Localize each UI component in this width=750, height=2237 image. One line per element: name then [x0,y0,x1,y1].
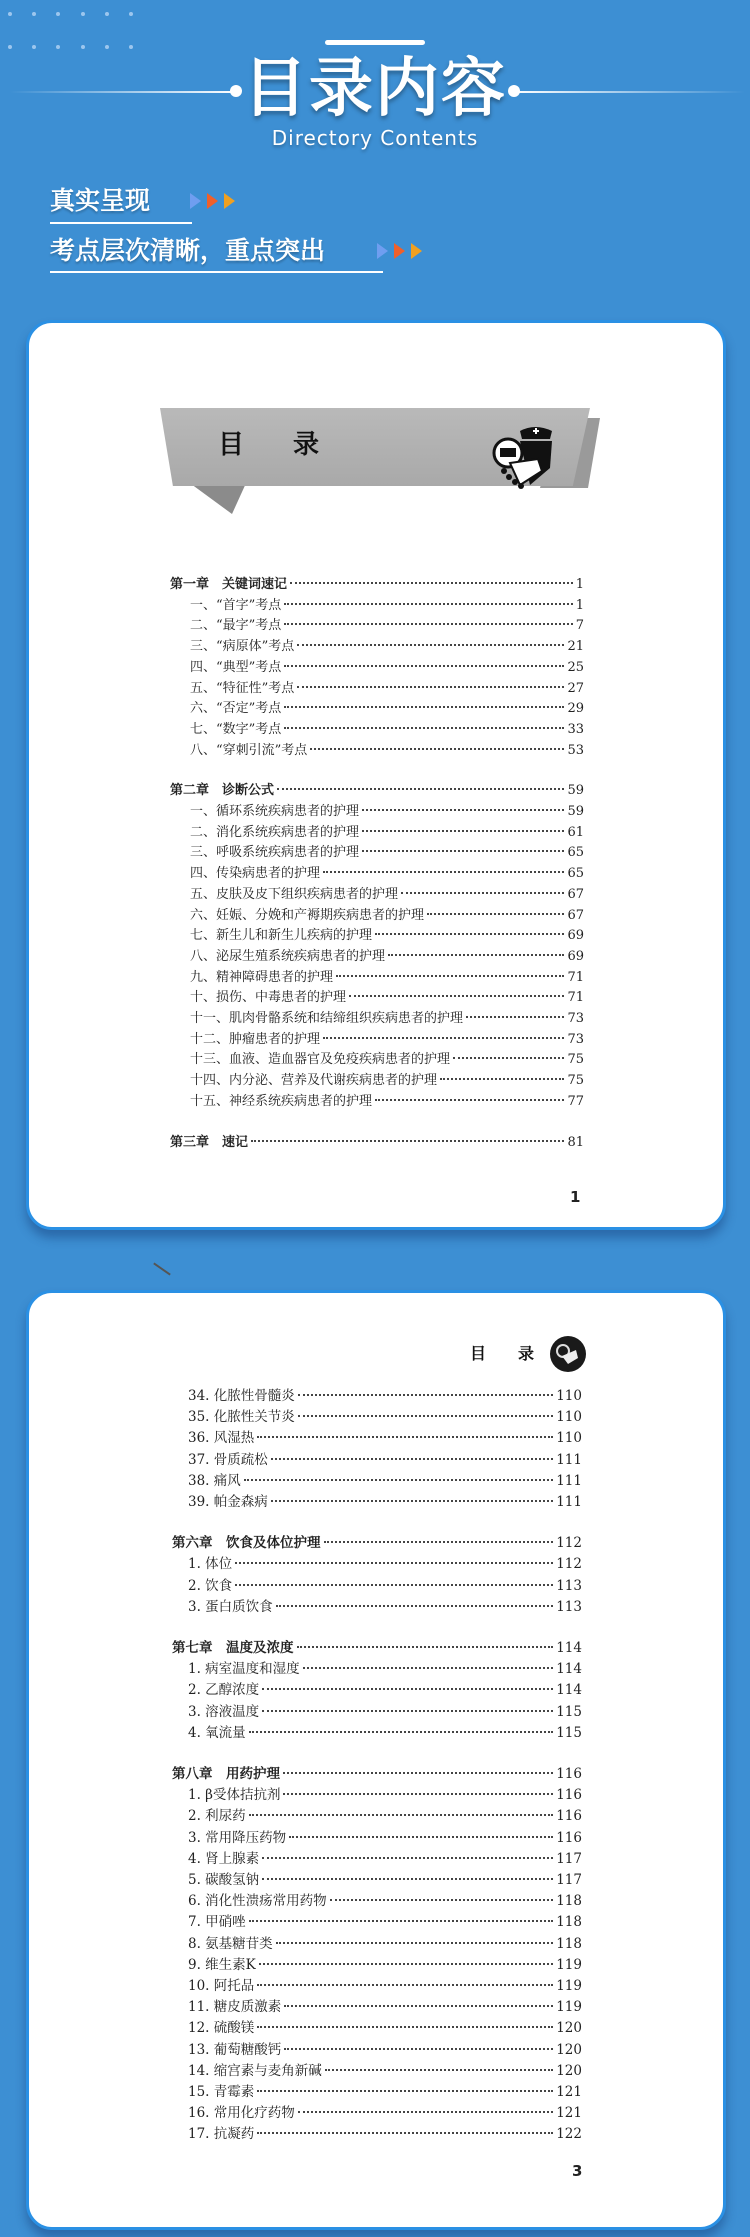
dot-leader [257,1436,553,1438]
toc-entry-label: 9. 维生素K [188,1956,256,1973]
toc-entry-label: 2. 利尿药 [188,1808,246,1825]
toc-entry-page: 119 [556,1956,582,1973]
toc-entry-label: 五、皮肤及皮下组织疾病患者的护理 [190,886,399,902]
toc-entry-label: 一、循环系统疾病患者的护理 [190,804,360,819]
toc-entry-label: 一、“首字”考点 [190,597,282,613]
decor-dots [8,45,133,51]
toc-entry-row[interactable] [190,825,584,841]
toc-entry-row[interactable] [190,1094,584,1110]
toc-entry-page: 118 [556,1935,582,1952]
toc-entry-label: 第七章 温度及浓度 [172,1640,294,1656]
toc-entry-label: 四、“典型”考点 [190,659,282,675]
toc-entry-page: 110 [556,1430,582,1447]
toc-entry-label: 四、传染病患者的护理 [190,866,321,882]
toc-entry-page: 77 [567,1093,584,1109]
toc-entry-row[interactable] [188,1999,582,2015]
toc-entry-row[interactable] [190,701,584,717]
slogan-1-underline [50,222,192,224]
toc-entry-row[interactable] [188,2126,582,2142]
toc-entry-page: 110 [556,1388,582,1404]
toc-entry-page: 113 [556,1598,582,1615]
toc-entry-label: 二、“最字”考点 [190,618,282,634]
toc-entry-label: 六、“否定”考点 [190,701,282,717]
toc-entry-page: 117 [556,1850,582,1867]
toc-entry-label: 1. 体位 [188,1556,233,1573]
toc-entry-page: 71 [567,969,584,985]
dot-leader [276,1942,554,1944]
dot-leader [324,1541,554,1543]
dot-leader [271,1500,553,1502]
toc-entry-label: 13. 葡萄糖酸钙 [188,2041,282,2058]
dot-leader [440,1078,564,1080]
toc-entry-label: 十五、神经系统疾病患者的护理 [190,1093,373,1109]
dot-leader [297,644,564,646]
toc-entry-row[interactable] [190,990,584,1006]
toc-entry-row[interactable] [188,1556,582,1572]
toc-entry-page: 114 [556,1661,582,1678]
toc-entry-row[interactable] [190,845,584,861]
toc-entry-page: 75 [567,1073,584,1089]
dot-leader [297,686,564,688]
toc-entry-page: 120 [556,2020,582,2037]
arrows-icon [190,193,235,209]
toc-entry-row[interactable] [190,598,584,614]
toc-entry-row[interactable] [190,887,584,903]
dot-leader [298,2111,553,2113]
toc-entry-label: 2. 乙醇浓度 [188,1682,260,1699]
toc-chapter-row[interactable] [172,1535,582,1551]
dot-leader [466,1016,564,1018]
toc-entry-page: 119 [556,1999,582,2016]
toc-entry-label: 17. 抗凝药 [188,2126,255,2143]
toc-entry-page: 69 [567,948,584,964]
toc-entry-label: 36. 风湿热 [188,1430,255,1447]
toc-entry-row[interactable] [190,1011,584,1027]
toc-entry-row[interactable] [188,2084,582,2100]
dot-leader [325,2069,553,2071]
toc-entry-row[interactable] [188,1808,582,1824]
dot-leader [277,788,564,790]
dot-leader [283,1772,553,1774]
toc-entry-page: 73 [567,1031,584,1047]
toc-entry-label: 三、“病原体”考点 [190,639,295,655]
toc-entry-page: 121 [556,2105,582,2122]
dot-leader [249,1731,554,1733]
toc-entry-label: 4. 氧流量 [188,1724,246,1741]
dot-leader [284,2048,553,2050]
dot-leader [323,871,564,873]
dot-leader [303,1667,554,1669]
toc-entry-row[interactable] [188,1787,582,1803]
toc-entry-label: 十二、肿瘤患者的护理 [190,1031,321,1047]
toc-entry-page: 1 [575,597,584,613]
dot-leader [235,1584,553,1586]
toc-chapter-row[interactable] [172,1640,582,1656]
toc-entry-row[interactable] [188,1978,582,1994]
toc-entry-page: 122 [556,2126,582,2143]
dot-leader [257,2132,553,2134]
toc-entry-label: 16. 常用化疗药物 [188,2105,295,2122]
toc-entry-page: 59 [567,804,584,819]
dot-leader [262,1878,553,1880]
toc-entry-row[interactable] [188,1578,582,1594]
toc-entry-label: 37. 骨质疏松 [188,1451,268,1468]
dot-leader [349,995,564,997]
toc-entry-row[interactable] [188,1914,582,1930]
page-number: 1 [570,1188,581,1206]
toc-entry-page: 73 [567,1011,584,1026]
dot-leader [251,1140,564,1142]
toc-entry-page: 118 [556,1914,582,1931]
toc-entry-page: 69 [567,928,584,944]
dot-leader [388,954,564,956]
toc-entry-page: 114 [556,1682,582,1699]
toc-entry-page: 53 [567,742,584,758]
toc-entry-page: 121 [556,2084,582,2100]
toc-entry-label: 8. 氨基糖苷类 [188,1935,273,1952]
toc-entry-row[interactable] [188,1452,582,1468]
toc-entry-row[interactable] [188,1682,582,1698]
dot-leader [401,892,564,894]
toc-entry-page: 33 [567,721,584,737]
dot-leader [284,706,564,708]
dot-leader [284,665,564,667]
toc-entry-label: 八、泌尿生殖系统疾病患者的护理 [190,948,386,964]
dot-leader [453,1057,564,1059]
dot-leader [235,1562,553,1564]
dot-leader [290,582,573,584]
dot-leader [259,1963,553,1965]
toc-entry-page: 29 [567,701,584,717]
toc-entry-label: 七、新生儿和新生儿疾病的护理 [190,928,373,944]
running-header: 目 录 [470,1344,535,1363]
toc-entry-row[interactable] [190,1073,584,1089]
toc-entry-row[interactable] [188,2105,582,2121]
dot-leader [362,809,564,811]
toc-entry-page: 110 [556,1409,582,1426]
toc-entry-row[interactable] [188,1409,582,1425]
toc-entry-row[interactable] [188,1830,582,1846]
page-number: 3 [572,2162,583,2180]
toc-entry-row[interactable] [188,1893,582,1909]
toc-entry-row[interactable] [190,722,584,738]
dot-leader [257,1984,553,1986]
banner-title: 录 [293,430,320,460]
toc-entry-label: 十三、血液、造血器官及免疫疾病患者的护理 [190,1052,451,1068]
toc-entry-row[interactable] [188,1494,582,1510]
toc-entry-row[interactable] [190,743,584,759]
toc-entry-page: 1 [575,577,584,592]
toc-entry-page: 115 [556,1703,582,1720]
dot-leader [262,1688,553,1690]
toc-entry-label: 十四、内分泌、营养及代谢疾病患者的护理 [190,1073,438,1089]
toc-entry-label: 35. 化脓性关节炎 [188,1409,295,1426]
toc-entry-row[interactable] [190,804,584,820]
toc-entry-row[interactable] [188,1388,582,1404]
toc-entry-row[interactable] [190,681,584,697]
decor-dots [8,12,133,18]
toc-entry-page: 21 [567,639,584,655]
toc-entry-page: 112 [556,1535,582,1552]
toc-entry-row[interactable] [188,1851,582,1867]
dot-leader [283,1793,553,1795]
dot-leader [297,1646,554,1648]
toc-entry-row[interactable] [188,1473,582,1489]
toc-chapter-row[interactable] [170,1135,584,1151]
toc-entry-label: 二、消化系统疾病患者的护理 [190,824,360,840]
toc-entry-row[interactable] [188,1599,582,1615]
toc-entry-row[interactable] [188,1725,582,1741]
toc-entry-row[interactable] [188,2020,582,2036]
toc-entry-label: 十、损伤、中毒患者的护理 [190,990,347,1006]
toc-entry-page: 111 [556,1494,582,1510]
page-subtitle: Directory Contents [271,126,479,150]
toc-entry-label: 5. 碳酸氢钠 [188,1872,260,1888]
scan-mark [153,1262,171,1275]
dot-leader [249,1920,554,1922]
dot-leader [249,1814,554,1816]
toc-entry-label: 1. 病室温度和湿度 [188,1661,300,1678]
toc-entry-label: 15. 青霉素 [188,2084,255,2100]
toc-chapter-row[interactable] [170,783,584,799]
toc-entry-page: 61 [567,824,584,840]
toc-entry-row[interactable] [188,2042,582,2058]
dot-leader [284,623,572,625]
toc-entry-label: 39. 帕金森病 [188,1494,268,1510]
toc-entry-label: 1. β受体拮抗剂 [188,1787,281,1804]
dot-leader [271,1458,553,1460]
slogan-2: 考点层次清晰，重点突出 [50,236,326,265]
arrows-icon [377,243,422,259]
toc-entry-label: 十一、肌肉骨骼系统和结缔组织疾病患者的护理 [190,1011,464,1026]
title-top-bar [325,40,425,45]
dot-leader [336,975,564,977]
toc-entry-row[interactable] [190,618,584,634]
toc-entry-row[interactable] [190,639,584,655]
slogan-2-underline [50,271,383,273]
toc-entry-row[interactable] [190,866,584,882]
toc-entry-page: 111 [556,1472,582,1489]
toc-entry-row[interactable] [190,949,584,965]
dot-leader [310,748,564,750]
toc-entry-row[interactable] [190,928,584,944]
toc-entry-label: 第三章 速记 [170,1134,249,1150]
toc-entry-row[interactable] [188,1936,582,1952]
toc-entry-label: 12. 硫酸镁 [188,2020,255,2037]
nurse-handshake-icon [550,1336,586,1372]
toc-entry-row[interactable] [190,970,584,986]
toc-chapter-row[interactable] [170,577,584,593]
toc-entry-page: 112 [556,1556,582,1573]
page-title: 目录内容 [243,52,507,126]
toc-entry-label: 3. 常用降压药物 [188,1829,287,1846]
banner-title: 目 [218,430,245,460]
toc-entry-page: 114 [556,1640,582,1656]
toc-entry-row[interactable] [190,1052,584,1068]
toc-entry-label: 六、妊娠、分娩和产褥期疾病患者的护理 [190,907,425,923]
dot-leader [257,2090,553,2092]
toc-entry-page: 67 [567,907,584,923]
toc-entry-label: 2. 饮食 [188,1577,233,1594]
nurse-handshake-icon [490,423,560,502]
toc-entry-page: 116 [556,1766,582,1782]
toc-entry-label: 第一章 关键词速记 [170,577,288,592]
toc-entry-page: 75 [567,1052,584,1068]
toc-entry-page: 113 [556,1577,582,1594]
toc-entry-row[interactable] [188,1661,582,1677]
toc-entry-label: 八、“穿刺引流”考点 [190,742,308,758]
toc-entry-label: 7. 甲硝唑 [188,1914,246,1931]
toc-entry-page: 71 [567,990,584,1006]
dot-leader [330,1899,554,1901]
toc-entry-row[interactable] [190,660,584,676]
dot-leader [289,1836,553,1838]
toc-entry-label: 38. 痛风 [188,1472,241,1489]
toc-entry-page: 65 [567,845,584,861]
dot-leader [284,2005,553,2007]
toc-entry-label: 第二章 诊断公式 [170,783,275,799]
dot-leader [262,1857,553,1859]
toc-entry-label: 第六章 饮食及体位护理 [172,1535,321,1552]
dot-leader [244,1479,553,1481]
toc-entry-label: 九、精神障碍患者的护理 [190,969,334,985]
toc-entry-label: 七、“数字”考点 [190,721,282,737]
dot-leader [276,1605,554,1607]
dot-leader [284,603,572,605]
dot-leader [375,933,564,935]
toc-entry-page: 120 [556,2041,582,2058]
toc-entry-label: 第八章 用药护理 [172,1766,280,1782]
toc-entry-label: 10. 阿托品 [188,1978,255,1994]
toc-entry-row[interactable] [188,1957,582,1973]
toc-entry-page: 59 [567,783,584,799]
toc-entry-page: 67 [567,886,584,902]
dot-leader [362,830,564,832]
toc-entry-page: 27 [567,680,584,696]
toc-entry-page: 116 [556,1787,582,1804]
dot-leader [298,1394,553,1396]
toc-entry-page: 25 [567,659,584,675]
toc-entry-page: 118 [556,1893,582,1910]
toc-entry-page: 119 [556,1978,582,1994]
toc-entry-page: 7 [575,618,584,634]
toc-entry-page: 116 [556,1829,582,1846]
toc-entry-row[interactable] [188,1430,582,1446]
dot-leader [298,1415,553,1417]
dot-leader [427,913,564,915]
dot-leader [362,850,564,852]
toc-entry-page: 116 [556,1808,582,1825]
toc-chapter-row[interactable] [172,1766,582,1782]
toc-entry-label: 五、“特征性”考点 [190,680,295,696]
dot-leader [375,1099,564,1101]
dot-leader [284,727,564,729]
dot-leader [262,1710,553,1712]
toc-entry-page: 81 [567,1134,584,1150]
toc-entry-label: 14. 缩宫素与麦角新碱 [188,2062,322,2079]
toc-entry-page: 111 [556,1451,582,1468]
toc-entry-page: 115 [556,1724,582,1741]
dot-leader [323,1037,564,1039]
toc-entry-row[interactable] [188,1872,582,1888]
slogan-1: 真实呈现 [50,186,151,215]
toc-entry-row[interactable] [188,2063,582,2079]
toc-entry-page: 120 [556,2062,582,2079]
dot-leader [257,2026,553,2028]
toc-entry-row[interactable] [190,908,584,924]
toc-entry-row[interactable] [188,1704,582,1720]
toc-entry-label: 3. 蛋白质饮食 [188,1598,273,1615]
toc-entry-page: 117 [556,1872,582,1888]
toc-entry-label: 34. 化脓性骨髓炎 [188,1388,295,1404]
toc-entry-label: 11. 糖皮质激素 [188,1999,282,2016]
toc-entry-label: 三、呼吸系统疾病患者的护理 [190,845,360,861]
toc-entry-page: 65 [567,866,584,882]
toc-entry-label: 3. 溶液温度 [188,1703,260,1720]
toc-entry-row[interactable] [190,1032,584,1048]
toc-entry-label: 6. 消化性溃疡常用药物 [188,1893,327,1910]
toc-entry-label: 4. 肾上腺素 [188,1850,260,1867]
